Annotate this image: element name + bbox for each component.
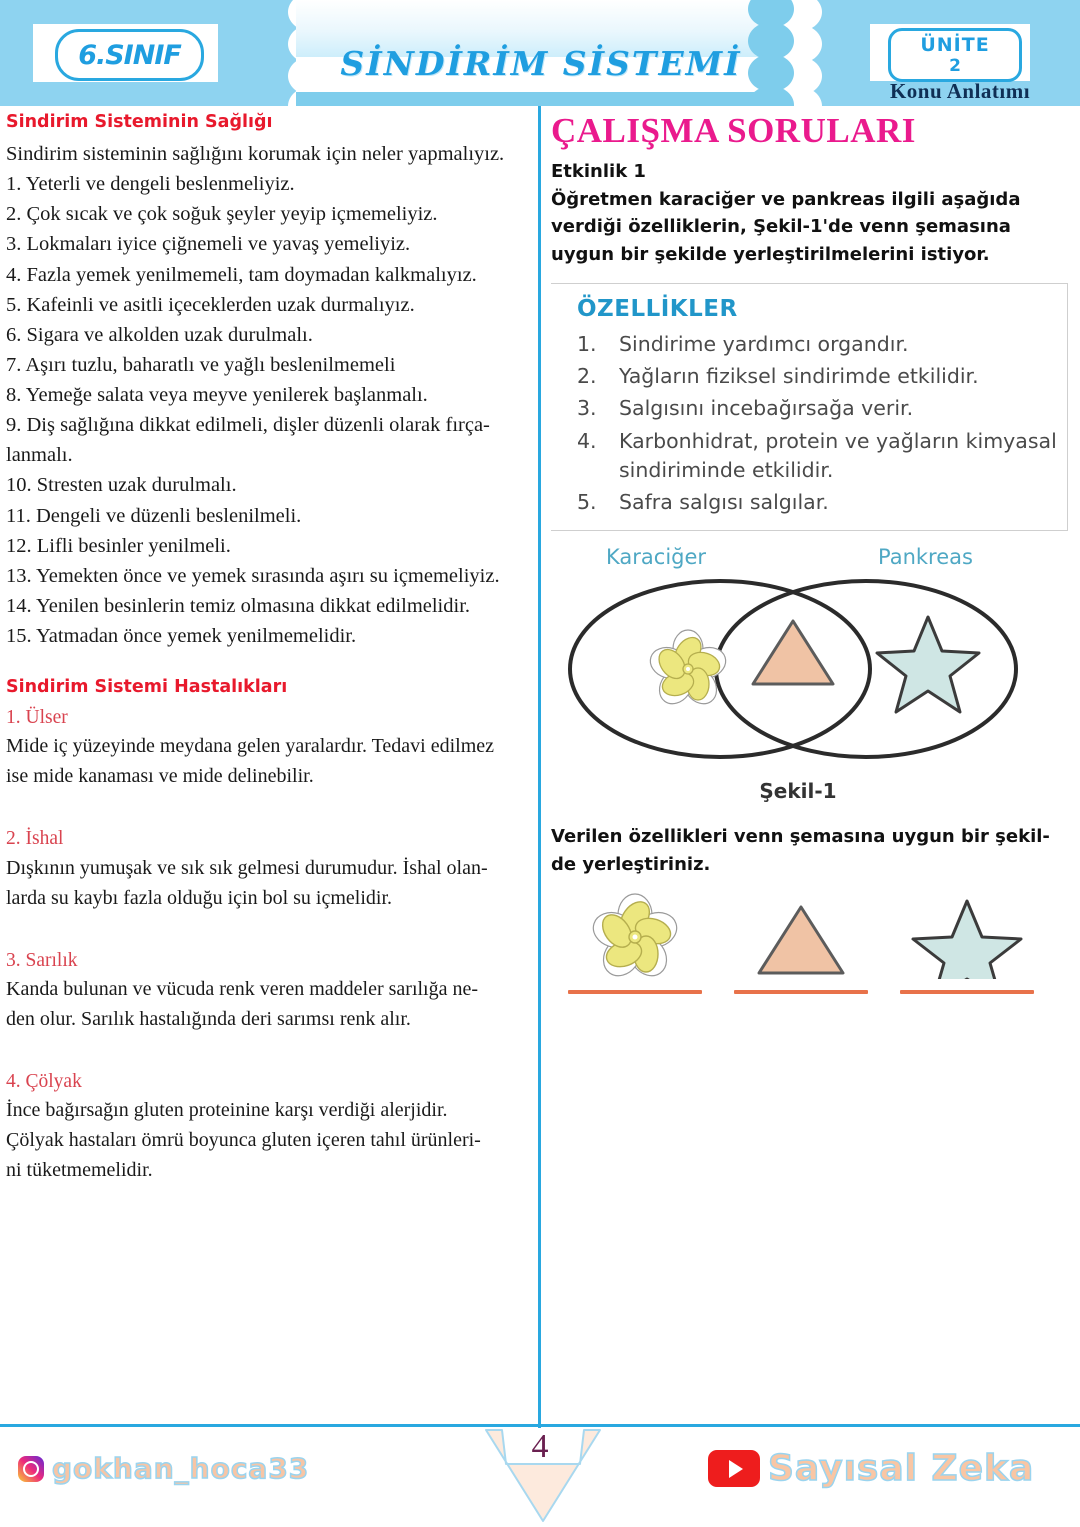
disease-title: 1. Ülser: [6, 707, 68, 729]
disease-line: Mide iç yüzeyinde meydana gelen yaralardır. Tedavi edilmez: [6, 735, 495, 758]
page-number: 4: [531, 1428, 549, 1465]
star-icon: [893, 893, 1041, 979]
grade-badge: [55, 29, 204, 81]
flower-icon: [561, 893, 709, 979]
disease-title: 2. İshal: [6, 828, 64, 850]
disease-title: 3. Sarılık: [6, 949, 78, 971]
list-item: 7. Aşırı tuzlu, baharatlı ve yağlı beslenilmemeli: [6, 353, 396, 376]
disease-line: den olur. Sarılık hastalığında deri sarımsı renk alır.: [6, 1008, 411, 1031]
disease-entry: [6, 704, 530, 791]
disease-entry: [6, 1068, 530, 1185]
unit-badge-label: ÜNİTE: [920, 33, 990, 56]
venn-left-label: Karaciğer: [606, 544, 707, 569]
answer-slot[interactable]: [893, 893, 1041, 994]
list-item: 15. Yatmadan önce yemek yenilmemelidir.: [6, 625, 357, 647]
property-text: Salgısını incebağırsağa verir.: [619, 396, 914, 421]
disease-line: Çölyak hastaları ömrü boyunca gluten içeren tahıl ürünleri-: [6, 1129, 481, 1152]
activity-label: Etkinlik 1: [551, 160, 646, 182]
list-item: 11. Dengeli ve düzenli beslenilmeli.: [6, 504, 302, 527]
property-row: [577, 394, 1057, 423]
youtube-credit[interactable]: [708, 1448, 1034, 1489]
unit-badge: [888, 28, 1022, 82]
disease-entry: [6, 825, 530, 912]
instagram-handle: gokhan_hoca33: [52, 1452, 310, 1485]
answer-slot[interactable]: [561, 893, 709, 994]
property-number: 2.: [577, 364, 597, 389]
property-text: Safra salgısı salgılar.: [619, 489, 829, 514]
activity-line: verdiği özelliklerin, Şekil-1'de venn şemasına: [551, 216, 1011, 238]
page-header: [0, 0, 1080, 106]
list-item: 9. Diş sağlığına dikkat edilmeli, dişler düzenli olarak fırça-: [6, 414, 490, 437]
health-intro: Sindirim sisteminin sağlığını korumak için neler yapmalıyız.: [6, 143, 505, 165]
property-text: Sindirime yardımcı organdır.: [619, 332, 909, 357]
right-column: [548, 112, 1068, 1003]
list-item: 12. Lifli besinler yenilmeli.: [6, 534, 231, 557]
venn-diagram: [548, 541, 1048, 809]
disease-line: Dışkının yumuşak ve sık sık gelmesi durumudur. İshal olan-: [6, 856, 488, 879]
youtube-icon: [708, 1450, 760, 1487]
list-item: 3. Lokmaları iyice çiğnemeli ve yavaş yemeliyiz.: [6, 233, 411, 256]
property-number: 4.: [577, 428, 597, 453]
instagram-icon: [18, 1456, 44, 1482]
instruction-line: Verilen özellikleri venn şemasına uygun bir şekil-: [551, 825, 1050, 847]
venn-circles: [548, 569, 1048, 799]
column-divider: [538, 106, 541, 1428]
unit-badge-number: 2: [949, 55, 961, 76]
properties-title: ÖZELLİKLER: [577, 296, 738, 323]
property-row: [577, 427, 1057, 485]
activity-line: Öğretmen karaciğer ve pankreas ilgili aşağıda: [551, 188, 1021, 210]
property-text: Yağların fiziksel sindirimde etkilidir.: [619, 364, 979, 389]
property-number: 3.: [577, 396, 597, 421]
property-number: 1.: [577, 332, 597, 357]
list-item: 5. Kafeinli ve asitli içeceklerden uzak durmalıyız.: [6, 293, 415, 316]
decorative-bead-chain-right: [748, 0, 812, 106]
grade-badge-label: 6.SINIF: [78, 39, 181, 71]
list-item: 6. Sigara ve alkolden uzak durulmalı.: [6, 323, 313, 346]
disease-title: 4. Çölyak: [6, 1071, 82, 1093]
footer-divider: [0, 1424, 1080, 1427]
answer-row: [551, 893, 1051, 1003]
flower-icon: [646, 630, 729, 710]
property-text: Karbonhidrat, protein ve yağların kimyasal sindiriminde etkilidir.: [619, 428, 1057, 482]
triangle-icon: [727, 893, 875, 979]
disease-line: larda su kaybı fazla olduğu için bol su içmelidir.: [6, 886, 393, 909]
title-banner-base: [296, 92, 786, 106]
disease-line: İnce bağırsağın gluten proteinine karşı verdiği alerjidir.: [6, 1099, 448, 1122]
disease-line: ise mide kanaması ve mide delinebilir.: [6, 765, 314, 788]
property-number: 5.: [577, 489, 597, 514]
instagram-credit[interactable]: [18, 1452, 309, 1485]
disease-entry: [6, 947, 530, 1034]
page-title: SİNDİRİM SİSTEMİ: [340, 44, 742, 83]
list-item: 10. Stresten uzak durulmalı.: [6, 474, 237, 497]
property-row: [577, 488, 1057, 517]
activity-line: uygun bir şekilde yerleştirilmelerini istiyor.: [551, 244, 990, 266]
study-questions-title: ÇALIŞMA SORULARI: [551, 111, 916, 150]
instruction-line: de yerleştiriniz.: [551, 853, 711, 875]
list-item: lanmalı.: [6, 444, 73, 467]
answer-line: [900, 990, 1034, 994]
diseases-section-heading: Sindirim Sistemi Hastalıkları: [6, 677, 288, 698]
list-item: 8. Yemeğe salata veya meyve yenilerek başlanmalı.: [6, 384, 428, 406]
answer-line: [568, 990, 702, 994]
list-item: 2. Çok sıcak ve çok soğuk şeyler yeyip içmemeliyiz.: [6, 203, 438, 226]
property-row: [577, 362, 1057, 391]
unit-subtitle: Konu Anlatımı: [889, 79, 1031, 103]
list-item: 14. Yenilen besinlerin temiz olmasına dikkat edilmelidir.: [6, 594, 471, 617]
properties-box: [551, 283, 1068, 531]
star-icon: [877, 617, 979, 712]
disease-line: ni tüketmemelidir.: [6, 1159, 153, 1182]
venn-right-label: Pankreas: [878, 544, 973, 569]
health-section-heading: Sindirim Sisteminin Sağlığı: [6, 112, 273, 132]
disease-line: Kanda bulunan ve vücuda renk veren maddeler sarılığa ne-: [6, 978, 479, 1001]
triangle-icon: [753, 621, 833, 684]
list-item: 4. Fazla yemek yenilmemeli, tam doymadan kalkmalıyız.: [6, 263, 477, 286]
figure-caption: Şekil-1: [759, 778, 837, 803]
list-item: 1. Yeterli ve dengeli beslenmeliyiz.: [6, 173, 295, 196]
left-column: [6, 112, 530, 1185]
answer-line: [734, 990, 868, 994]
list-item: 13. Yemekten önce ve yemek sırasında aşırı su içmemeliyiz.: [6, 564, 500, 587]
property-row: [577, 330, 1057, 359]
youtube-brand: Sayısal Zeka: [768, 1448, 1035, 1489]
answer-slot[interactable]: [727, 893, 875, 994]
